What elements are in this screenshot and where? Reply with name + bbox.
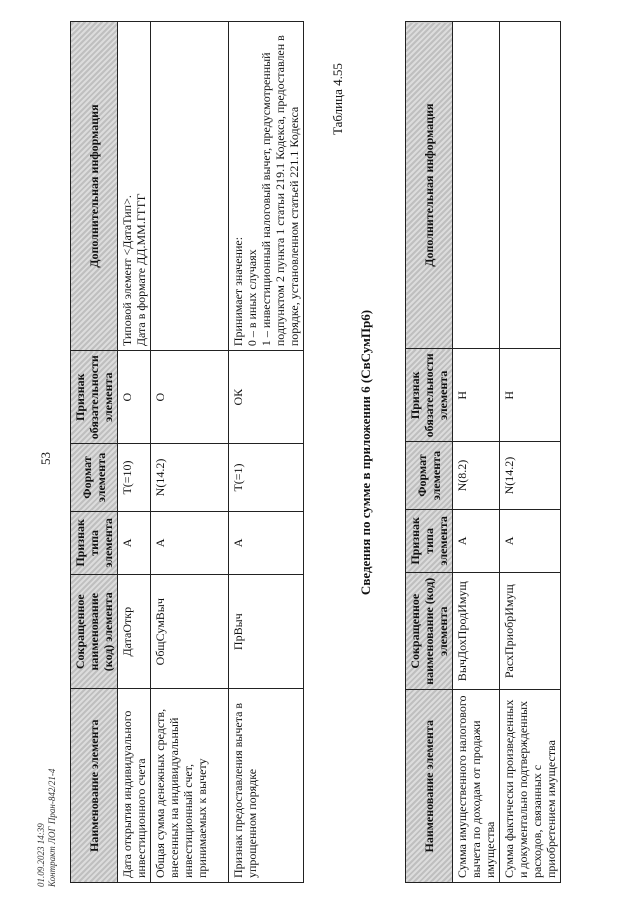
page-number: 53 xyxy=(38,452,53,465)
elements-table-2 xyxy=(405,21,561,883)
info-line: 1 – инвестиционный налоговый вычет, предусмотренный подпунктом 2 пункта 1 статьи 219.1 Кодекса, предоставлен в порядке, установленном статьей 221.1 Кодекса xyxy=(259,35,301,347)
cell-required: О xyxy=(151,351,229,444)
cell-code: ДатаОткр xyxy=(118,574,151,688)
cell-required: Н xyxy=(453,349,500,442)
cell-type: А xyxy=(453,509,500,572)
info-line: 0 – в иных случаях xyxy=(245,249,259,347)
table-row xyxy=(500,22,561,883)
cell-format: T(=1) xyxy=(229,444,304,512)
info-line: Типовой элемент <ДатаТип>. xyxy=(120,195,134,347)
header-info: Дополнительная информация xyxy=(71,22,118,351)
cell-format: T(=10) xyxy=(118,444,151,512)
document-stamp xyxy=(36,769,58,887)
cell-code: РасхПриобрИмущ xyxy=(500,572,561,690)
table-header-row xyxy=(406,22,453,883)
cell-name: Сумма имущественного налогового вычета по доходам от продажи имущества xyxy=(453,690,500,883)
cell-info xyxy=(229,22,304,351)
section-title: Сведения по сумме в приложении 6 (СвСумПр6) xyxy=(358,309,373,596)
cell-info xyxy=(500,22,561,349)
header-name: Наименование элемента xyxy=(71,689,118,883)
header-info: Дополнительная информация xyxy=(406,22,453,349)
table-header-row xyxy=(71,22,118,883)
cell-required: Н xyxy=(500,349,561,442)
info-line: Дата в формате ДД.ММ.ГГГГ xyxy=(134,193,148,347)
table-row xyxy=(453,22,500,883)
cell-code: ВычДохПродИмущ xyxy=(453,572,500,690)
cell-name: Признак предоставления вычета в упрощенном порядке xyxy=(229,689,304,883)
cell-name: Общая сумма денежных средств, внесенных на индивидуальный инвестиционный счет, принимаемых к вычету xyxy=(151,689,229,883)
cell-required: О xyxy=(118,351,151,444)
stamp-contract: Контракт ЛОГ Пран-842/21-4 xyxy=(47,768,57,887)
table-row xyxy=(229,22,304,883)
cell-type: А xyxy=(151,511,229,574)
header-code: Сокращенное наименование (код) элемента xyxy=(71,574,118,688)
header-format: Формат элемента xyxy=(406,442,453,509)
header-code: Сокращенное наименование (код) элемента xyxy=(406,572,453,690)
cell-info xyxy=(151,22,229,351)
cell-type: А xyxy=(118,511,151,574)
header-name: Наименование элемента xyxy=(406,690,453,883)
cell-name: Сумма фактически произведенных и документально подтвержденных расходов, связанных с приобретением имущества xyxy=(500,690,561,883)
cell-code: ОбщСумВыч xyxy=(151,574,229,688)
header-required: Признак обязательности элемента xyxy=(406,349,453,442)
stamp-date: 01.09.2023 14:39 xyxy=(36,823,46,887)
header-format: Формат элемента xyxy=(71,444,118,512)
cell-format: N(14.2) xyxy=(151,444,229,512)
cell-type: А xyxy=(500,509,561,572)
cell-name: Дата открытия индивидуального инвестиционного счета xyxy=(118,689,151,883)
cell-code: ПрВыч xyxy=(229,574,304,688)
table-row xyxy=(151,22,229,883)
cell-type: А xyxy=(229,511,304,574)
header-type: Признак типа элемента xyxy=(71,511,118,574)
table-number-caption: Таблица 4.55 xyxy=(330,63,345,135)
table-row xyxy=(118,22,151,883)
cell-format: N(8.2) xyxy=(453,442,500,509)
info-line: Принимает значение: xyxy=(231,236,245,347)
elements-table-1 xyxy=(70,21,304,883)
cell-info xyxy=(118,22,151,351)
cell-info xyxy=(453,22,500,349)
cell-required: ОК xyxy=(229,351,304,444)
cell-format: N(14.2) xyxy=(500,442,561,509)
header-required: Признак обязательности элемента xyxy=(71,351,118,444)
header-type: Признак типа элемента xyxy=(406,509,453,572)
